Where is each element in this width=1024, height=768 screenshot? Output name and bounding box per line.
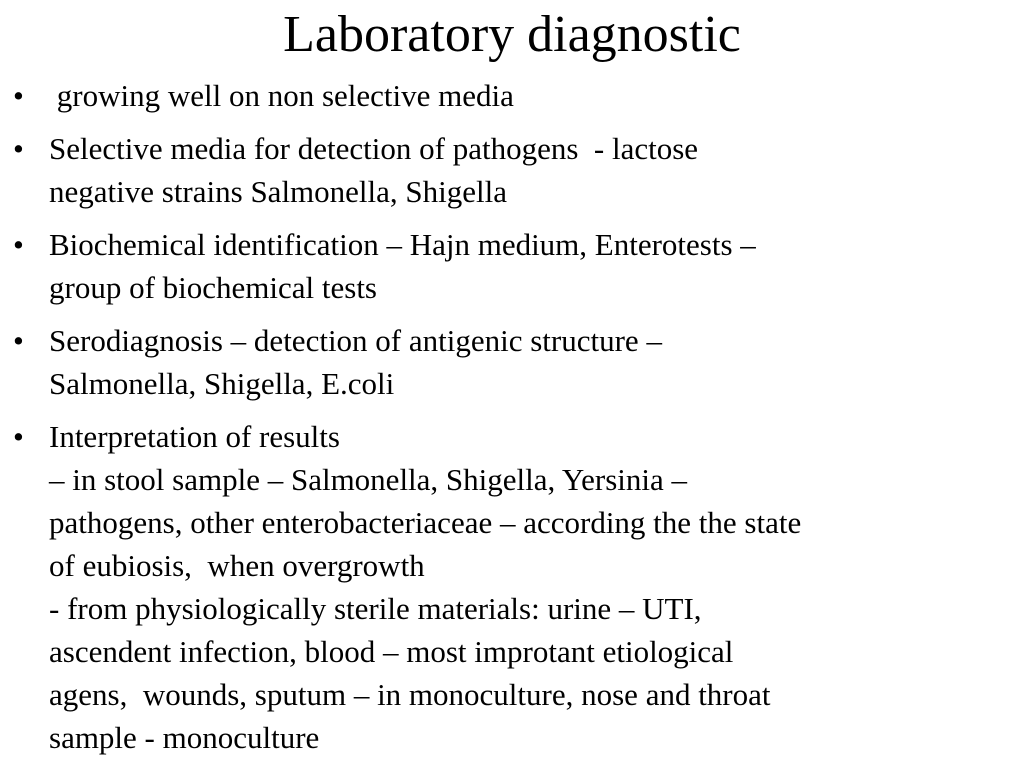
bullet-marker: • [13, 78, 24, 113]
bullet-text-line: Serodiagnosis – detection of antigenic structure – [49, 323, 662, 358]
bullet-item [0, 127, 1024, 213]
bullet-marker: • [13, 323, 24, 358]
bullet-item [0, 74, 1024, 117]
bullet-text-line: ascendent infection, blood – most improtant etiological [49, 634, 734, 669]
bullet-marker: • [13, 419, 24, 454]
bullet-text-line: Selective media for detection of pathogens - lactose [49, 131, 699, 166]
bullet-text-line: negative strains Salmonella, Shigella [49, 174, 508, 209]
bullet-text-line: pathogens, other enterobacteriaceae – according the the state [49, 505, 802, 540]
bullet-item [0, 223, 1024, 309]
bullet-text-line: agens, wounds, sputum – in monoculture, nose and throat [49, 677, 771, 712]
bullet-text-line: growing well on non selective media [49, 78, 514, 113]
bullet-text-line: sample - monoculture [49, 720, 320, 755]
bullet-text-line: of eubiosis, when overgrowth [49, 548, 425, 583]
bullet-item [0, 415, 1024, 759]
bullet-text-line: – in stool sample – Salmonella, Shigella, Yersinia – [49, 462, 688, 497]
slide-title: Laboratory diagnostic [283, 6, 741, 63]
bullet-item [0, 319, 1024, 405]
bullet-text-line: group of biochemical tests [49, 270, 377, 305]
bullet-list [0, 74, 1024, 768]
bullet-text-line: - from physiologically sterile materials: urine – UTI, [49, 591, 702, 626]
bullet-text-line: Interpretation of results [49, 419, 340, 454]
bullet-marker: • [13, 131, 24, 166]
bullet-marker: • [13, 227, 24, 262]
bullet-text-line: Biochemical identification – Hajn medium, Enterotests – [49, 227, 756, 262]
bullet-text-line: Salmonella, Shigella, E.coli [49, 366, 395, 401]
